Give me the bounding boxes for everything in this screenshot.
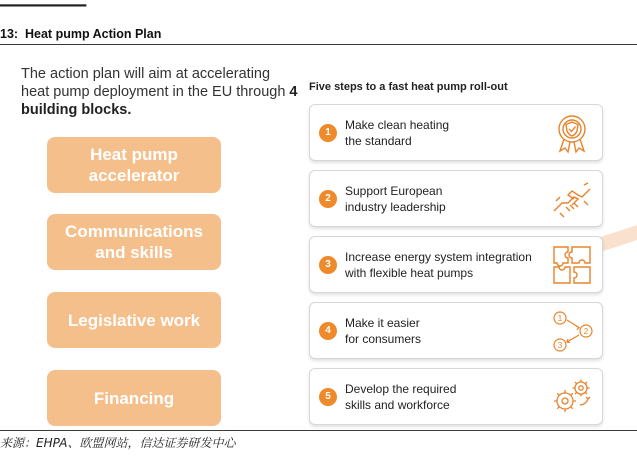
step-text xyxy=(345,183,560,215)
block-financing xyxy=(47,370,221,426)
flow-number: 1 xyxy=(557,313,563,323)
step-number-badge: 5 xyxy=(319,388,337,406)
block-label: Heat pump xyxy=(90,145,178,164)
steps-title: Five steps to a fast heat pump roll-out xyxy=(309,81,508,93)
step-line: Make clean heating xyxy=(345,117,450,132)
step-line: the standard xyxy=(345,133,412,148)
step-line: industry leadership xyxy=(345,199,446,214)
figure-number: 13: xyxy=(0,27,19,41)
block-label: Financing xyxy=(93,388,175,408)
intro-text xyxy=(21,65,301,119)
block-label: accelerator xyxy=(88,166,180,185)
section-header xyxy=(0,22,637,44)
step-line: with flexible heat pumps xyxy=(345,265,474,280)
award-seal-icon xyxy=(550,111,594,155)
block-heat-pump-accelerator xyxy=(47,137,221,193)
handshake-icon xyxy=(550,177,594,221)
intro-body: The action plan will aim at accelerating heat pump deployment in the EU through xyxy=(21,66,290,100)
step-card-2 xyxy=(309,170,603,227)
step-line: for consumers xyxy=(345,331,422,346)
step-number-badge: 3 xyxy=(319,256,337,274)
step-line: Support European xyxy=(345,183,443,198)
step-text xyxy=(345,315,560,347)
step-card-3 xyxy=(309,236,603,293)
step-card-1 xyxy=(309,104,603,161)
step-line: skills and workforce xyxy=(345,397,450,412)
step-text xyxy=(345,381,560,413)
gears-icon xyxy=(550,375,594,419)
step-number-badge: 1 xyxy=(319,124,337,142)
header-rule xyxy=(0,44,637,45)
block-communications-skills xyxy=(47,214,221,270)
step-number-badge: 2 xyxy=(319,190,337,208)
top-fragment xyxy=(0,0,637,14)
numbered-flow-icon xyxy=(550,309,594,353)
step-line: Make it easier xyxy=(345,315,420,330)
flow-number: 3 xyxy=(557,340,563,350)
block-legislative-work xyxy=(47,292,221,348)
intro-bold: 4 building blocks. xyxy=(21,84,298,118)
step-card-4 xyxy=(309,302,603,359)
step-text xyxy=(345,117,560,149)
step-text xyxy=(345,249,560,281)
step-line: Increase energy system integration xyxy=(345,249,532,264)
block-label: and skills xyxy=(95,243,173,262)
step-card-5 xyxy=(309,368,603,425)
flow-number: 2 xyxy=(583,326,589,336)
source-note: 来源：EHPA、欧盟网站，信达证券研发中心 xyxy=(0,436,236,450)
footer-rule xyxy=(0,430,637,431)
block-label: Legislative work xyxy=(67,310,201,330)
step-line: Develop the required xyxy=(345,381,457,396)
figure-title: Heat pump Action Plan xyxy=(25,27,162,41)
step-number-badge: 4 xyxy=(319,322,337,340)
block-label: Communications xyxy=(65,222,203,241)
puzzle-icon xyxy=(550,243,594,287)
